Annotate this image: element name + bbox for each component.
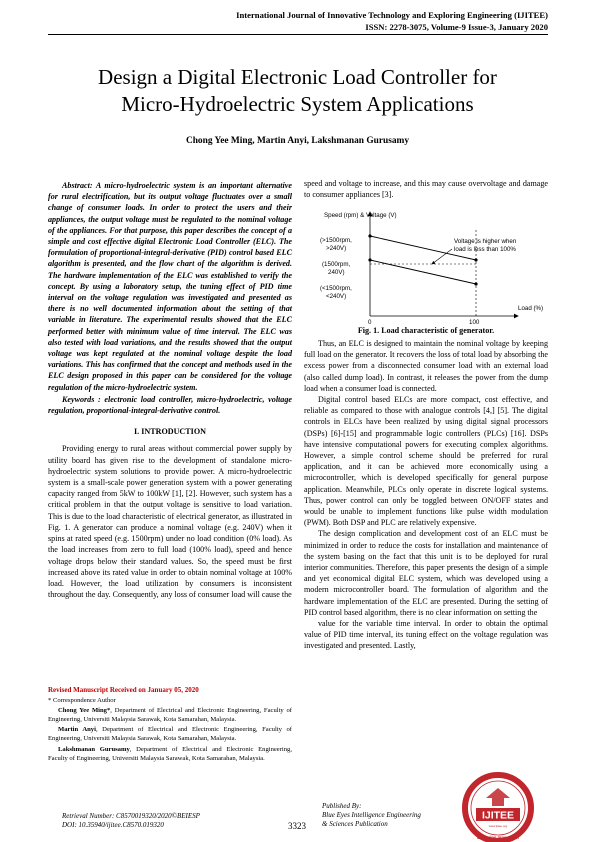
author-2-name: Martin Anyi (58, 726, 96, 734)
correspondence-note: * Correspondence Author (48, 697, 116, 705)
note-arrow (432, 249, 452, 264)
title-line-2: Micro-Hydroelectric System Applications (121, 92, 474, 116)
author-1-affiliation: , Department of Electrical and Electronic Engineering, Faculty of Engineering, Universiti Malaysia Sarawak, Kota Samarahan, Malaysia. (48, 707, 292, 724)
intro-paragraph: Providing energy to rural areas without commercial power supply by utility board has given rise to the development of standalone micro-hydroelectric system solutions to provide power. A micro-hydroelectric system is a small-scale power generation system with a power generating capacity ranged from 5kW to 100kW [1], [2]. However, such system has a critical problem in that the output voltage is sensitive to load variation. This is due to the load characteristic of electrical generator, as illustrated in Fig. 1. A generator can produce a nominal voltage (e.g. 240V) when it spins at rated speed (e.g. 1500rpm) under no load condition (0% load). As the load increases from zero to full load (100% load), speed and hence voltage drops below their standard values. So, the speed must be first increased above its rated value in order to obtain nominal voltage at 100% load. However, the load utilization by consumers is inconsistent throughout the day. Consequently, any loss of consumer load will cause the (48, 444, 292, 600)
revised-note: Revised Manuscript Received on January 05, 2020 (48, 686, 199, 694)
right-column-body (304, 338, 548, 652)
annotation-lower-b: <240V) (326, 293, 347, 300)
right-paragraph-4: value for the variable time interval. In order to obtain the optimal value of PID time interval, its tuning effect on the voltage regulation was investigated and presented. Lastly, (304, 619, 548, 651)
annotation-lower (320, 285, 352, 300)
series-point-0-0 (368, 234, 371, 237)
author-1-name: Chong Yee Ming* (58, 707, 111, 715)
author-3-name: Lakshmanan Gurusamy (58, 745, 130, 753)
doi: DOI: 10.35940/ijitee.C8570.019320 (62, 821, 164, 829)
right-column-top (304, 178, 548, 200)
publisher-line-1: Blue Eyes Intelligence Engineering (322, 811, 421, 819)
page-number: 3323 (288, 821, 306, 831)
x-axis-label (518, 305, 543, 312)
abstract: Abstract: A micro-hydroelectric system is an important alternative for rural electrification, but its output voltage fluctuates over a small change of consumer loads. In order to protect the users and their appliances, the output voltage must be regulated to the nominal voltage of the appliances. For that purpose, this paper describes the concept of a simple and cost effective digital Electronic Load Controller (ELC). The formulation of proportional-integral-derivative (PID) control based ELC algorithm is presented, and the flow chart of the algorithm is derived. The hardware implementation of the ELC was established to verify the concept. By using a laboratory setup, the tuning effect of PID time interval on the voltage regulation was investigated and presented as there is no well documented information about the setting of that variable in literature. The experimental results showed that the ELC performed better with minimum value of time interval. The ELC was also tested with load variations, and the results showed that the output voltage was kept regulated at the nominal voltage despite the load variations. This has confirmed that the concept and methods used in the ELC design proposed in this paper can be considered for the voltage regulation of the micro-hydroelectric system. (48, 181, 292, 392)
logo-name: IJITEE (481, 809, 515, 822)
tick-label-0: 0 (368, 319, 372, 326)
author-3-affiliation: , Department of Electrical and Electronic Engineering, Faculty of Engineering, Universiti Malaysia Sarawak, Kota Samarahan, Malaysia. (48, 745, 292, 762)
annotation-note-a: Voltage is higher when (454, 238, 517, 245)
series-point-1-0 (368, 258, 371, 261)
issn-header: ISSN: 2278-3075, Volume-9 Issue-3, January 2020 (365, 22, 548, 32)
annotation-note-b: load is less than 100% (454, 246, 516, 253)
series-line-1 (370, 260, 476, 284)
x-axis-label-text: Load (%) (518, 305, 544, 312)
annotation-note (454, 238, 517, 253)
paper-title (40, 64, 555, 118)
footer-publisher (322, 802, 421, 829)
annotation-middle-a: (1500rpm, (322, 261, 351, 268)
footnotes (48, 686, 292, 764)
annotation-lower-a: (<1500rpm, (320, 285, 352, 292)
logo-tagline: Exploring Innovation (477, 835, 519, 840)
figure-1-caption: Fig. 1. Load characteristic of generator. (357, 326, 495, 335)
figure-1-chart (318, 208, 544, 326)
author-2-affiliation: , Department of Electrical and Electronic Engineering, Faculty of Engineering, Universiti Malaysia Sarawak, Kota Samarahan, Malaysia. (48, 726, 293, 743)
keywords: Keywords : electronic load controller, micro-hydroelectric, voltage regulation, proportional-integral-derivative control. (48, 394, 292, 416)
annotation-upper-b: >240V) (326, 245, 347, 252)
tick-label-100: 100 (469, 319, 480, 326)
right-paragraph-0: speed and voltage to increase, and this may cause overvoltage and damage to consumer appliances [3]. (304, 179, 548, 200)
logo-url: www.ijitee.org (488, 824, 508, 828)
ijitee-logo (446, 768, 551, 842)
journal-header: International Journal of Innovative Technology and Exploring Engineering (IJITEE) (236, 10, 548, 20)
annotation-middle-b: 240V) (328, 269, 345, 276)
footer-left (62, 812, 200, 830)
annotation-upper (320, 237, 352, 252)
header-rule (48, 34, 548, 35)
publisher-line-2: & Sciences Publication (322, 820, 388, 828)
annotation-upper-a: (>1500rpm, (320, 237, 352, 244)
right-paragraph-2: Digital control based ELCs are more compact, cost effective, and reliable as compared to those with analogue controls [4,] [5]. The digital controls in ELCs have been realized by using digital signal processors (DSPs) [6]-[15] and programmable logic controllers (PLCs) [16]. DSPs have intensive computational powers for executing complex algorithms. However, a simple control scheme should be preferred for rural application, and it can be achieved more economically using a microcontroller, which is developed specifically for general purpose application. Meanwhile, PLCs only operate in discrete logical systems. Thus, power control can only be toggled between ON/OFF states and would be unable to implement functions like pulse width modulation (PWM). Both DSP and PLC are relatively expensive. (304, 395, 548, 528)
published-by: Published By: (322, 802, 362, 810)
author-list: Chong Yee Ming, Martin Anyi, Lakshmanan Gurusamy (185, 136, 410, 146)
section-heading-introduction: I. INTRODUCTION (134, 427, 206, 437)
y-axis-label: Speed (rpm) & Voltage (V) (324, 212, 397, 219)
retrieval-number: Retrieval Number: C8570019320/2020©BEIESP (62, 812, 200, 820)
annotation-middle (322, 261, 350, 276)
title-line-1: Design a Digital Electronic Load Controller for (98, 65, 497, 89)
right-paragraph-3: The design complication and development cost of an ELC must be minimized in order to reduce the costs for installation and maintenance of the system basing on the fact that this unit is to be deployed for rural interior communities. Therefore, this paper presents the design of a simple and yet economical digital ELC system, which was developed using a modern microcontroller board. The formulation of algorithm and the hardware implementation of the ELC are presented. During the setting of PID control based algorithm, there is no clear information on setting the (304, 529, 548, 617)
right-paragraph-1: Thus, an ELC is designed to maintain the nominal voltage by keeping full load on the generator. It recovers the loss of total load by absorbing the excess power from a disconnected consumer load with an external load (also called dump load). In contrast, it releases the power from the dump load when a consumer load is connected. (304, 339, 548, 393)
left-column (48, 180, 292, 600)
